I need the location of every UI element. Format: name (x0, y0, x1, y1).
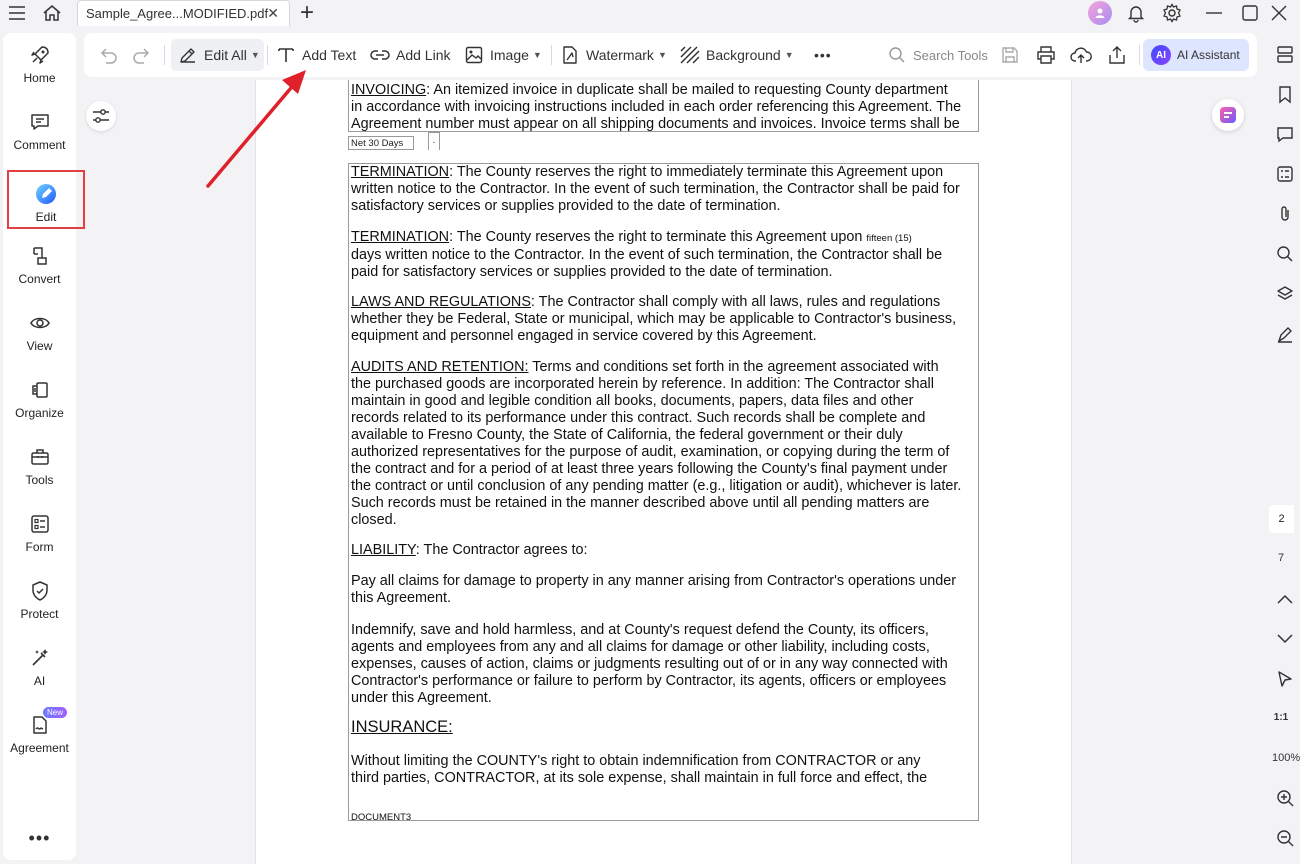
left-sidebar (3, 33, 76, 860)
edit-all-label: Edit All (204, 47, 247, 63)
organize-icon (28, 378, 52, 402)
paragraph-line: third parties, CONTRACTOR, at its sole expense, shall maintain in full force and effect, the (351, 770, 928, 786)
chevron-up-icon[interactable] (1274, 588, 1296, 610)
redo-icon (132, 45, 152, 65)
paragraph-line: under this Agreement. (351, 690, 492, 706)
watermark-label: Watermark (586, 47, 654, 63)
image-label: Image (490, 47, 529, 63)
ai-assistant-button[interactable] (1143, 39, 1249, 71)
liability-heading: LIABILITY (351, 542, 416, 558)
paragraph-line: records related to its performance under this contract. Such records shall be complete and (351, 410, 926, 426)
chevron-down-icon: ▼ (657, 50, 667, 60)
paragraph-line: expenses, causes of action, claims or judgments resulting out of or in any way connected with (351, 656, 948, 672)
invoicing-line: : An itemized invoice in duplicate shall be mailed to requesting County department (426, 82, 948, 98)
attachment-icon[interactable] (1274, 203, 1296, 225)
document-tab[interactable] (77, 0, 290, 26)
insurance-heading: INSURANCE: (351, 718, 453, 736)
chevron-down-icon: ▼ (250, 50, 260, 60)
paragraph-line: maintain in good and legible condition all books, documents, papers, data files and other (351, 393, 914, 409)
annotation-arrow (200, 66, 315, 192)
ai-logo-icon: AI (1151, 45, 1171, 65)
save-button[interactable] (1000, 43, 1026, 67)
sidebar-item-label: Agreement (10, 741, 69, 755)
sliders-icon (92, 108, 110, 124)
upload-cloud-button[interactable] (1071, 43, 1097, 67)
paragraph-line: paid for satisfactory services or supplies provided to the date of termination. (351, 264, 833, 280)
paragraph-line: Terms and conditions set forth in the agreement associated with (528, 359, 939, 375)
paragraph-line: the contract or until conclusion of any pending matter (e.g., litigation or audit), whichever is later. (351, 478, 962, 494)
paragraph-line: Pay all claims for damage to property in any manner arising from Contractor's operations under (351, 573, 957, 589)
insurance-paragraph (351, 753, 979, 787)
paragraph-line: authorized representatives for the purpose of audit, examination, or copying during the term of (351, 444, 950, 460)
image-icon (464, 45, 484, 65)
paragraph-line: this Agreement. (351, 590, 451, 606)
sidebar-item-comment[interactable] (3, 100, 76, 160)
gear-icon[interactable] (1157, 0, 1187, 26)
paragraph-line: : The County reserves the right to immediately terminate this Agreement upon (449, 164, 944, 180)
search-tools-placeholder: Search Tools (913, 47, 988, 63)
sidebar-item-label: Home (23, 71, 56, 85)
printer-icon (1036, 45, 1056, 65)
user-avatar[interactable] (1088, 1, 1112, 25)
zoom-level[interactable]: 100% (1272, 752, 1300, 764)
add-text-button[interactable] (276, 43, 356, 67)
background-dropdown[interactable] (680, 43, 794, 67)
cursor-select-icon[interactable] (1274, 668, 1296, 690)
edit-pen-icon (178, 45, 198, 65)
share-button[interactable] (1107, 43, 1133, 67)
add-link-button[interactable] (370, 43, 450, 67)
sidebar-item-home[interactable] (3, 33, 76, 93)
paragraph-line: agents and employees from any and all claims for damage or other liability, including costs, (351, 639, 930, 655)
document-footer: DOCUMENT3 (351, 812, 412, 823)
rocket-icon (28, 43, 52, 67)
sidebar-item-label: Edit (35, 210, 57, 224)
net-terms-field[interactable]: Net 30 Days (348, 136, 414, 150)
bookmark-icon[interactable] (1274, 83, 1296, 105)
text-tool-icon (276, 45, 296, 65)
sidebar-item-label: AI (33, 674, 46, 688)
sidebar-item-protect[interactable] (3, 569, 76, 629)
layers-icon[interactable] (1274, 283, 1296, 305)
share-icon (1107, 45, 1127, 65)
total-pages: 7 (1277, 552, 1285, 564)
ai-assistant-label: AI Assistant (1177, 48, 1240, 62)
document-tab-title: Sample_Agree...MODIFIED.pdf (86, 6, 269, 21)
indemnify-paragraph (351, 622, 979, 707)
sidebar-item-ai[interactable] (3, 636, 76, 696)
sidebar-item-label: Tools (25, 473, 54, 487)
net-terms-period[interactable]: . (428, 132, 440, 150)
zoom-in-icon[interactable] (1274, 787, 1296, 809)
bell-icon[interactable] (1121, 0, 1151, 26)
background-label: Background (706, 47, 781, 63)
magic-wand-icon (28, 646, 52, 670)
sidebar-item-label: Organize (15, 406, 64, 420)
paragraph-line: whether they be Federal, State or municipal, which may be applicable to Contractor's business, (351, 311, 957, 327)
paragraph-line: : The County reserves the right to terminate this Agreement upon (449, 229, 867, 245)
shield-icon (28, 579, 52, 603)
liability-paragraph (351, 542, 979, 559)
audits-paragraph (351, 359, 979, 529)
sidebar-item-label: Protect (20, 607, 59, 621)
fields-panel-icon[interactable] (1274, 163, 1296, 185)
hamburger-menu-icon[interactable] (2, 0, 32, 26)
sidebar-item-label: Convert (18, 272, 61, 286)
invoicing-line: Agreement number must appear on all shipping documents and invoices. Invoice terms shall be (351, 116, 960, 132)
invoicing-paragraph (351, 82, 981, 133)
link-icon (370, 45, 390, 65)
chevron-down-icon: ▼ (784, 50, 794, 60)
audits-heading: AUDITS AND RETENTION: (351, 359, 529, 375)
more-tools-button[interactable]: ••• (814, 47, 832, 63)
close-window-icon[interactable] (1264, 0, 1294, 26)
sidebar-item-edit[interactable] (7, 170, 85, 229)
search-tools-input[interactable] (887, 43, 988, 67)
add-text-label: Add Text (302, 47, 357, 63)
paragraph-line: Such records must be retained in the manner described above until all pending matters are (351, 495, 930, 511)
eye-icon (28, 311, 52, 335)
pay-claims-paragraph (351, 573, 979, 607)
save-icon (1000, 45, 1020, 65)
chevron-down-icon: ▼ (532, 50, 542, 60)
maximize-icon[interactable] (1235, 0, 1265, 26)
new-badge: New (43, 707, 67, 718)
sidebar-item-agreement[interactable] (3, 703, 76, 763)
zoom-out-icon[interactable] (1274, 827, 1296, 849)
undo-icon (98, 45, 118, 65)
paragraph-line: Contractor's performance or failure to perform by Contractor, its agents, officers or employees (351, 673, 947, 689)
termination-paragraph-1 (351, 164, 979, 215)
termination-heading: TERMINATION (351, 229, 450, 245)
paragraph-line: : The Contractor shall comply with all laws, rules and regulations (530, 294, 941, 310)
invoicing-line: in accordance with invoicing instructions included in each order referencing this Agreement. The (351, 99, 962, 115)
paragraph-line: written notice to the Contractor. In the event of such termination, the Contractor shall be paid for (351, 181, 960, 197)
watermark-dropdown[interactable] (560, 43, 667, 67)
toolbar-divider (1139, 45, 1140, 65)
actual-size-button[interactable]: 1:1 (1273, 712, 1289, 723)
termination-heading: TERMINATION (351, 164, 450, 180)
paragraph-line: the contract and for a period of at least three years following the County's final payment under (351, 461, 948, 477)
comment-icon (28, 110, 52, 134)
paragraph-line: Without limiting the COUNTY's right to obtain indemnification from CONTRACTOR or any (351, 753, 921, 769)
paragraph-line: available to Fresno County, the State of California, the federal government or their duly (351, 427, 903, 443)
redo-button[interactable] (132, 43, 158, 67)
new-tab-button[interactable]: + (299, 0, 314, 26)
sidebar-item-organize[interactable] (3, 368, 76, 428)
title-bar (0, 0, 1294, 28)
pdf-page (255, 80, 1072, 864)
paragraph-line: Indemnify, save and hold harmless, and at County's request defend the County, its officers, (351, 622, 929, 638)
toolbar-divider (164, 45, 165, 65)
paragraph-line: the purchased goods are incorporated herein by reference. In addition: The Contractor shall (351, 376, 934, 392)
sidebar-item-view[interactable] (3, 301, 76, 361)
image-dropdown[interactable] (464, 43, 542, 67)
termination-paragraph-2 (351, 229, 979, 281)
convert-icon (28, 244, 52, 268)
right-rail (1268, 33, 1300, 864)
paragraph-line: satisfactory services or supplies provided to the date of termination. (351, 198, 781, 214)
laws-heading: LAWS AND REGULATIONS (351, 294, 531, 310)
fifteen-days-field: fifteen (15) (866, 233, 912, 244)
home-icon[interactable] (37, 0, 67, 26)
thumbnails-icon[interactable] (1274, 43, 1296, 65)
minimize-icon[interactable] (1199, 0, 1229, 26)
sidebar-item-label: Comment (13, 138, 66, 152)
sidebar-item-tools[interactable] (3, 435, 76, 495)
toolbar-divider (551, 45, 552, 65)
chevron-down-icon[interactable] (1274, 628, 1296, 650)
paragraph-line: days written notice to the Contractor. In the event of such termination, the Contractor shall be (351, 247, 943, 263)
sidebar-item-label: View (26, 339, 53, 353)
search-panel-icon[interactable] (1274, 243, 1296, 265)
print-button[interactable] (1036, 43, 1062, 67)
edit-all-dropdown[interactable] (178, 43, 260, 67)
paragraph-line: equipment and personnel engaged in service covered by this Agreement. (351, 328, 817, 344)
laws-paragraph (351, 294, 979, 345)
signature-icon[interactable] (1274, 323, 1296, 345)
watermark-icon (560, 45, 580, 65)
undo-button[interactable] (98, 43, 124, 67)
filter-settings-button[interactable] (86, 101, 116, 131)
toolbox-icon (28, 445, 52, 469)
form-icon (28, 512, 52, 536)
paragraph-line: : The Contractor agrees to: (415, 542, 588, 558)
sidebar-item-form[interactable] (3, 502, 76, 562)
cloud-upload-icon (1071, 45, 1091, 65)
sidebar-item-label: Form (25, 540, 54, 554)
search-icon (887, 45, 907, 65)
edit-icon (34, 182, 58, 206)
background-icon (680, 45, 700, 65)
paragraph-line: closed. (351, 512, 397, 528)
floating-app-icon[interactable] (1212, 99, 1244, 131)
toolbar-divider (267, 45, 268, 65)
add-link-label: Add Link (396, 47, 451, 63)
current-page-field[interactable]: 2 (1269, 505, 1294, 533)
comments-panel-icon[interactable] (1274, 123, 1296, 145)
invoicing-heading: INVOICING (351, 82, 427, 98)
tab-close-icon[interactable]: ✕ (267, 5, 279, 21)
sidebar-more-button[interactable]: ••• (28, 828, 51, 848)
sidebar-item-convert[interactable] (3, 234, 76, 294)
